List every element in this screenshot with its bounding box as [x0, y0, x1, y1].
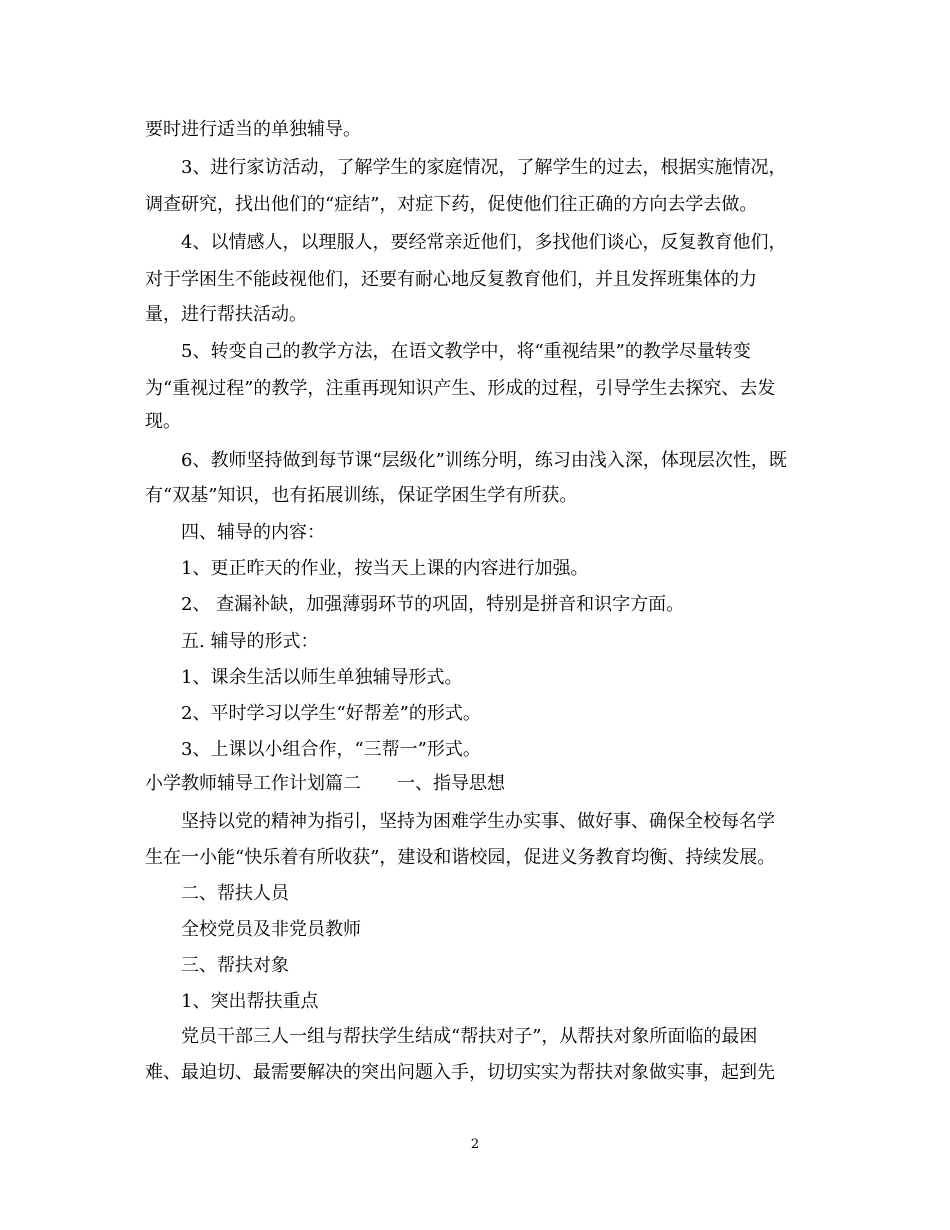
text-line: 党员干部三人一组与帮扶学生结成“帮扶对子”，从帮扶对象所面临的最困 [181, 1026, 758, 1047]
text-line: 量，进行帮扶活动。 [145, 304, 307, 325]
section-heading: 三、帮扶对象 [181, 955, 289, 976]
text-line: 调查研究，找出他们的“症结”，对症下药，促使他们往正确的方向去学去做。 [145, 194, 758, 215]
text-line: 全校党员及非党员教师 [181, 919, 361, 940]
section-heading: 四、辅导的内容： [181, 522, 325, 543]
text-line: 坚持以党的精神为指引，坚持为困难学生办实事、做好事、确保全校每名学 [181, 811, 775, 832]
section-heading: 小学教师辅导工作计划篇二 一、指导思想 [145, 773, 505, 794]
section-heading: 二、帮扶人员 [181, 883, 289, 904]
text-line: 要时进行适当的单独辅导。 [145, 119, 361, 140]
text-line: 现。 [145, 411, 181, 432]
text-line: 3、进行家访活动，了解学生的家庭情况，了解学生的过去，根据实施情况， [181, 157, 787, 178]
text-line: 有“双基”知识，也有拓展训练，保证学困生学有所获。 [145, 485, 578, 506]
text-line: 为“重视过程”的教学，注重再现知识产生、形成的过程，引导学生去探究、去发 [145, 378, 776, 399]
text-line: 生在一小能“快乐着有所收获”，建设和谐校园，促进义务教育均衡、持续发展。 [145, 847, 776, 868]
section-heading: 五. 辅导的形式： [181, 631, 319, 652]
text-line: 1、更正昨天的作业，按当天上课的内容进行加强。 [181, 558, 589, 579]
page-number: 2 [470, 1137, 480, 1152]
text-line: 5、转变自己的教学方法，在语文教学中，将“重视结果”的教学尽量转变 [181, 341, 751, 362]
text-line: 对于学困生不能歧视他们，还要有耐心地反复教育他们，并且发挥班集体的力 [145, 269, 757, 290]
text-line: 6、教师坚持做到每节课“层级化”训练分明，练习由浅入深，体现层次性，既 [181, 450, 787, 471]
text-line: 2、平时学习以学生“好帮差”的形式。 [181, 703, 481, 724]
text-line: 难、最迫切、最需要解决的突出问题入手，切切实实为帮扶对象做实事，起到先 [145, 1062, 775, 1083]
text-line: 2、 查漏补缺，加强薄弱环节的巩固，特别是拼音和识字方面。 [181, 594, 685, 615]
text-line: 1、突出帮扶重点 [181, 991, 319, 1012]
text-line: 3、上课以小组合作，“三帮一”形式。 [181, 739, 481, 760]
text-line: 4、以情感人，以理服人，要经常亲近他们，多找他们谈心，反复教育他们， [181, 232, 787, 253]
text-line: 1、课余生活以师生单独辅导形式。 [181, 667, 463, 688]
